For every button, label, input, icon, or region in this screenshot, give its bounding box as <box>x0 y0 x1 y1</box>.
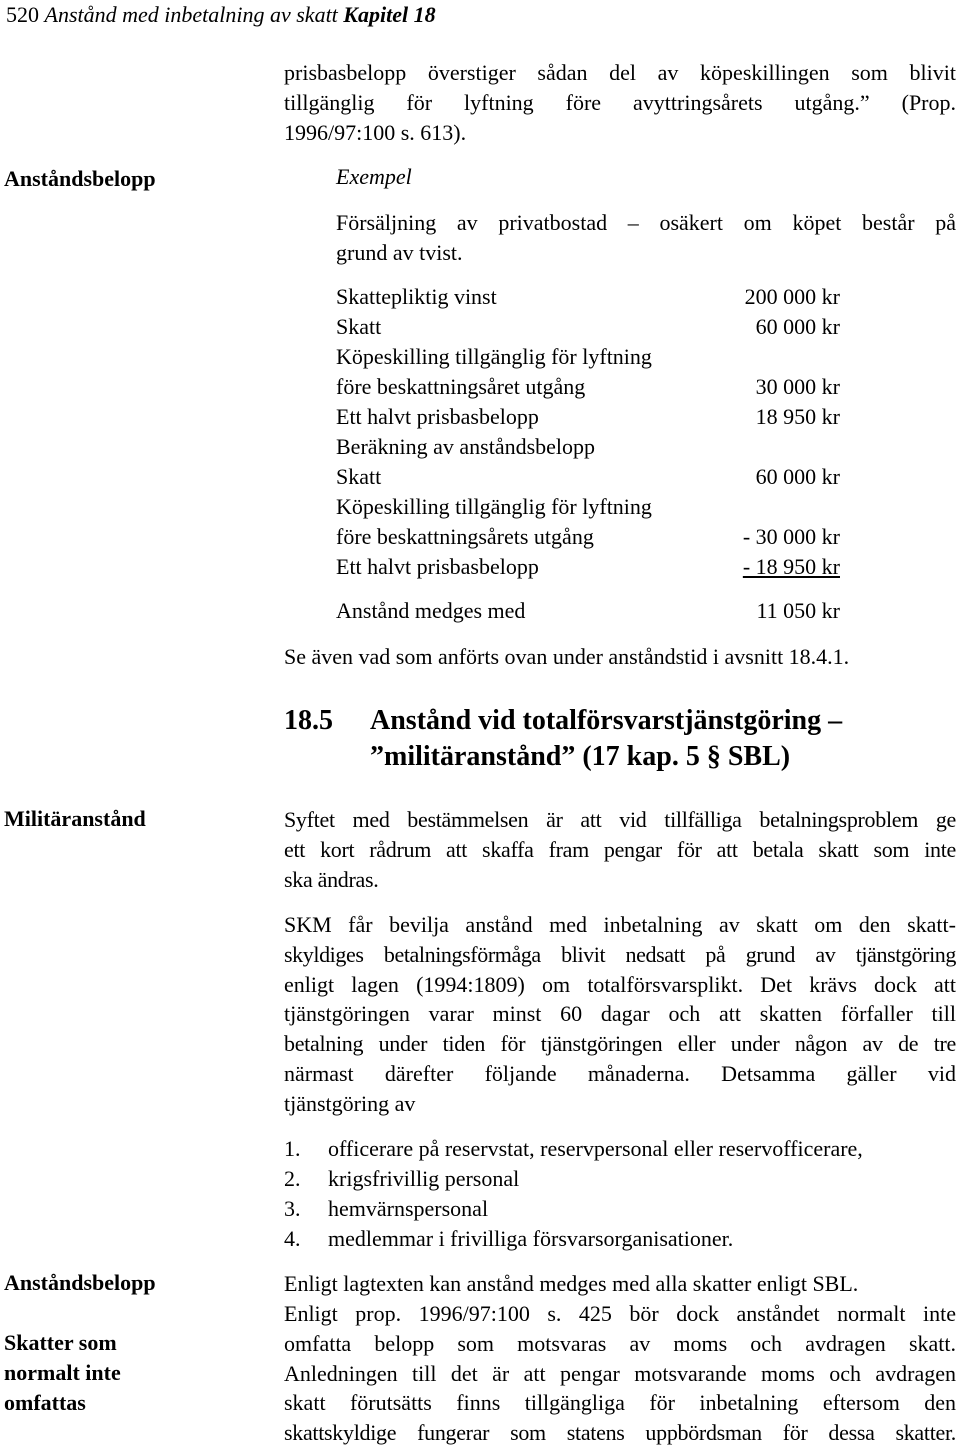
body-paragraph-2 <box>284 910 956 1119</box>
body-line: omfatta belopp som motsvaras av moms och avdragen skatt. <box>284 1330 956 1356</box>
calc-result-row <box>336 596 840 626</box>
calc-amount: - 30 000 kr <box>742 524 840 549</box>
body-line: skattskyldige fungerar som statens uppbördsman för dessa skatter. <box>284 1420 956 1446</box>
body-line: enligt lagen (1994:1809) om totalförsvarsplikt. Det krävs dock att <box>284 971 956 997</box>
margin-note-line: omfattas <box>4 1390 86 1415</box>
calc-label: Köpeskilling tillgänglig för lyftning <box>336 344 652 369</box>
list-text: medlemmar i frivilliga försvarsorganisationer. <box>328 1226 734 1251</box>
intro-line: prisbasbelopp överstiger sådan del av köpeskillingen som blivit <box>284 60 956 85</box>
body-line: skatt förutsätts finns tillgängliga för inbetalning eftersom den <box>284 1390 956 1416</box>
calc-amount: - 18 950 kr <box>742 554 840 579</box>
body-line: skyldiges betalningsförmåga blivit nedsatt på grund av tjänstgöring <box>284 941 956 967</box>
calc-row <box>336 522 840 552</box>
section-number: 18.5 <box>284 705 333 736</box>
intro-paragraph <box>284 58 956 147</box>
intro-line: 1996/97:100 s. 613). <box>284 119 467 145</box>
body-line: SKM får bevilja anstånd med inbetalning av skatt om den skatt- <box>284 912 956 937</box>
calc-amount: 200 000 kr <box>744 284 840 309</box>
section-heading <box>284 703 843 775</box>
calc-result-amount: 11 050 kr <box>756 598 840 623</box>
body-line: ska ändras. <box>284 866 379 892</box>
calc-label: Köpeskilling tillgänglig för lyftning <box>336 494 652 519</box>
body-line: Anledningen till det är att pengar motsvarande moms och avdragen <box>284 1360 956 1386</box>
section-title-line: Anstånd vid totalförsvarstjänstgöring – <box>370 705 843 736</box>
chapter-label: Kapitel 18 <box>343 2 436 27</box>
list-item <box>284 1224 956 1254</box>
calc-amount: 60 000 kr <box>755 464 840 489</box>
calc-amount: 30 000 kr <box>755 374 840 399</box>
section-title: Anstånd med inbetalning av skatt <box>44 2 338 27</box>
calc-label: Skattepliktig vinst <box>336 284 497 309</box>
list-number: 2. <box>284 1166 301 1191</box>
see-also-note: Se även vad som anförts ovan under anståndstid i avsnitt 18.4.1. <box>284 644 850 669</box>
calc-result-label: Anstånd medges med <box>336 598 526 623</box>
calc-label: före beskattningsåret utgång <box>336 374 586 399</box>
calc-amount: 60 000 kr <box>755 314 840 339</box>
body-line: närmast därefter följande månaderna. Detsamma gäller vid <box>284 1060 956 1086</box>
calc-row <box>336 282 840 312</box>
page-number: 520 <box>6 2 39 27</box>
intro-line: tillgänglig för lyftning före avyttringsårets utgång.” (Prop. <box>284 89 956 115</box>
body-line: ett kort rådrum att skaffa fram pengar för att betala skatt som inte <box>284 836 956 862</box>
body-line: Enligt prop. 1996/97:100 s. 425 bör dock anståndet normalt inte <box>284 1301 956 1326</box>
margin-note-militaranstand: Militäranstånd <box>4 806 146 831</box>
calculation-table <box>336 282 840 626</box>
calc-row <box>336 432 840 462</box>
list-number: 4. <box>284 1226 301 1251</box>
body-line: tjänstgöringen varar minst 60 dagar och att skatten förfaller till <box>284 1001 956 1027</box>
list-item <box>284 1134 956 1164</box>
calc-label: Skatt <box>336 314 382 339</box>
calc-row <box>336 372 840 402</box>
calc-label: före beskattningsårets utgång <box>336 524 594 549</box>
calc-amount: 18 950 kr <box>755 404 840 429</box>
calc-row <box>336 492 840 522</box>
body-paragraph-3 <box>284 1269 956 1299</box>
calc-label: Skatt <box>336 464 382 489</box>
calc-label: Ett halvt prisbasbelopp <box>336 554 539 579</box>
calc-row <box>336 462 840 492</box>
list-item <box>284 1194 956 1224</box>
margin-note-anstandsbelopp: Anståndsbelopp <box>4 166 156 191</box>
margin-note-line: Skatter som <box>4 1330 117 1355</box>
body-line: Syftet med bestämmelsen är att vid tillfälliga betalningsproblem ge <box>284 807 956 832</box>
margin-note-anstandsbelopp-2: Anståndsbelopp <box>4 1270 156 1295</box>
list-text: hemvärnspersonal <box>328 1196 489 1221</box>
body-paragraph-1 <box>284 805 956 894</box>
body-line: tjänstgöring av <box>284 1090 416 1116</box>
list-text: krigsfrivillig personal <box>328 1166 520 1191</box>
example-description-line: grund av tvist. <box>336 240 463 265</box>
running-header <box>6 2 436 28</box>
list-number: 3. <box>284 1196 301 1221</box>
body-paragraph-4 <box>284 1299 956 1448</box>
body-line: Enligt lagtexten kan anstånd medges med alla skatter enligt SBL. <box>284 1271 859 1296</box>
example-description <box>336 208 956 268</box>
margin-note-skatter <box>4 1328 121 1418</box>
calc-row <box>336 312 840 342</box>
section-title-line: ”militäranstånd” (17 kap. 5 § SBL) <box>370 741 791 772</box>
list-text: officerare på reservstat, reservpersonal eller reservofficerare, <box>328 1136 863 1161</box>
calc-label: Beräkning av anståndsbelopp <box>336 434 596 459</box>
calc-row <box>336 402 840 432</box>
numbered-list <box>284 1134 956 1254</box>
calc-row <box>336 552 840 582</box>
example-label: Exempel <box>336 164 412 189</box>
list-number: 1. <box>284 1136 301 1161</box>
calc-row <box>336 342 840 372</box>
calc-label: Ett halvt prisbasbelopp <box>336 404 539 429</box>
body-line: betalning under tiden för tjänstgöringen eller under någon av de tre <box>284 1031 956 1057</box>
margin-note-line: normalt inte <box>4 1360 121 1385</box>
list-item <box>284 1164 956 1194</box>
example-description-line: Försäljning av privatbostad – osäkert om köpet består på <box>336 210 956 235</box>
